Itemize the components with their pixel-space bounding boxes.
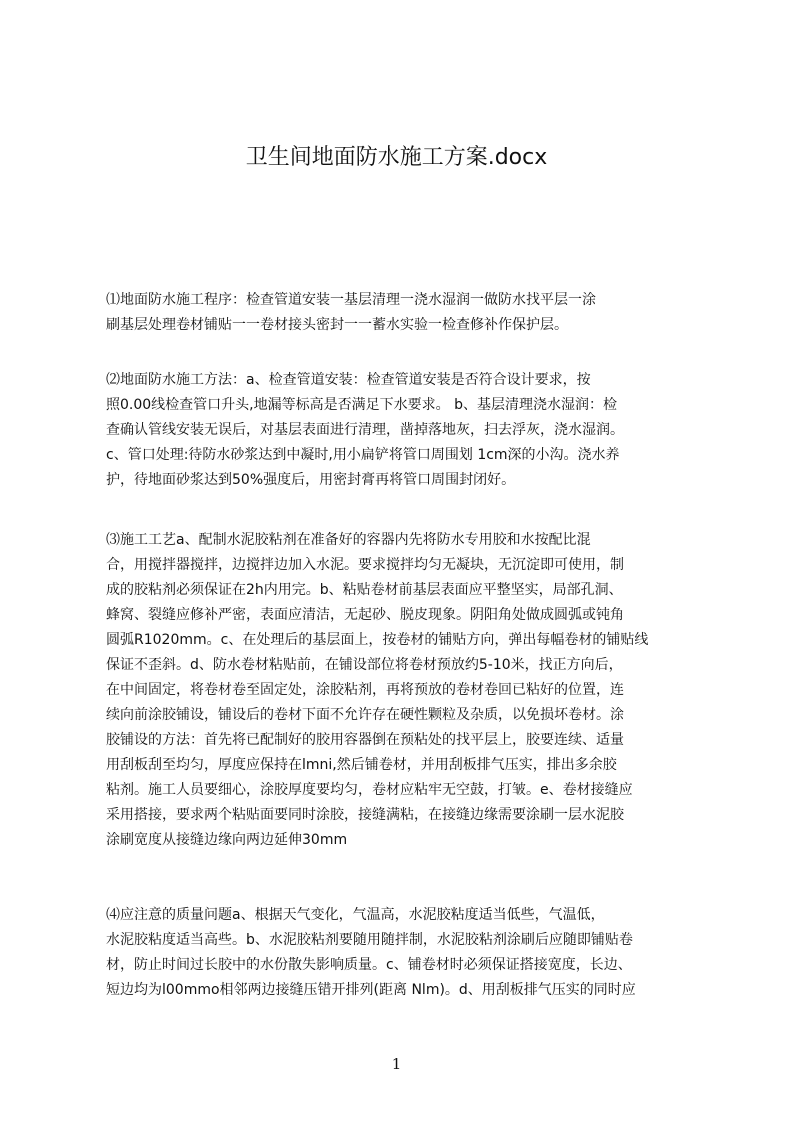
paragraph-line: 粘剂。施工人员要细心，涂胶厚度要均匀，卷材应粘牢无空鼓，打皱。e、卷材接缝应	[106, 782, 633, 798]
paragraph-line: 保证不歪斜。d、防水卷材粘贴前，在铺设部位将卷材预放约5-10米，找正方向后，	[106, 657, 623, 673]
paragraph-line: 用刮板刮至均匀，厚度应保持在lmni,然后铺卷材，并用刮板排气压实，排出多余胶	[106, 757, 617, 773]
paragraph-line: ⑵地面防水施工方法：a、检查管道安装：检查管道安装是否符合设计要求，按	[106, 372, 591, 388]
paragraph-line: 照0.00线检查管口升头,地漏等标高是否满足下水要求。 b、基层清理浇水湿润：检	[106, 397, 617, 413]
paragraph-line: ⑶施工工艺a、配制水泥胶粘剂在准备好的容器内先将防水专用胶和水按配比混	[106, 532, 591, 548]
paragraph-line: 水泥胶粘度适当高些。b、水泥胶粘剂要随用随拌制，水泥胶粘剂涂刷后应随即铺贴卷	[106, 932, 633, 948]
paragraph-2	[106, 368, 706, 493]
paragraph-line: 在中间固定，将卷材卷至固定处，涂胶粘剂，再将预放的卷材卷回已粘好的位置，连	[106, 682, 624, 698]
paragraph-line: ⑷应注意的质量问题a、根据天气变化，气温高，水泥胶粘度适当低些，气温低，	[106, 907, 605, 923]
paragraph-line: 圆弧R1020mm。c、在处理后的基层面上，按卷材的铺贴方向，弹出每幅卷材的铺贴线	[106, 632, 649, 648]
paragraph-line: 刷基层处理卷材铺贴一一卷材接头密封一一蓄水实验一检查修补作保护层。	[106, 317, 568, 333]
paragraph-line: 成的胶粘剂必须保证在2h内用完。b、粘贴卷材前基层表面应平整坚实，局部孔洞、	[106, 582, 623, 598]
paragraph-line: 查确认管线安装无误后，对基层表面进行清理，凿掉落地灰，扫去浮灰，浇水湿润。	[106, 422, 624, 438]
paragraph-line: 采用搭接，要求两个粘贴面要同时涂胶，接缝满粘，在接缝边缘需要涂刷一层水泥胶	[106, 807, 624, 823]
paragraph-line: 胶铺设的方法：首先将已配制好的胶用容器倒在预粘处的找平层上，胶要连续、适量	[106, 732, 624, 748]
paragraph-line: 材，防止时间过长胶中的水份散失影响质量。c、铺卷材时必须保证搭接宽度，长边、	[106, 957, 632, 973]
paragraph-line: 短边均为l00mmo相邻两边接缝压错开排列(距离 Nlm)。d、用刮板排气压实的同时应	[106, 982, 636, 998]
paragraph-line: 合，用搅拌器搅拌，边搅拌边加入水泥。要求搅拌均匀无凝块，无沉淀即可使用，制	[106, 557, 624, 573]
page-number: 1	[391, 1055, 402, 1073]
document-title: 卫生间地面防水施工方案.docx	[245, 145, 548, 170]
paragraph-line: 续向前涂胶铺设，铺设后的卷材下面不允许存在硬性颗粒及杂质，以免损坏卷材。涂	[106, 707, 624, 723]
paragraph-line: 护，待地面砂浆达到50%强度后，用密封膏再将管口周围封闭好。	[106, 472, 516, 488]
paragraph-line: c、管口处理:待防水砂浆达到中凝时,用小扁铲将管口周围划 1cm深的小沟。浇水养	[106, 447, 620, 463]
paragraph-1	[106, 288, 706, 338]
paragraph-line: 蜂窝、裂缝应修补严密，表面应清洁，无起砂、脱皮现象。阴阳角处做成圆弧或钝角	[106, 607, 624, 623]
paragraph-3	[106, 528, 706, 853]
paragraph-line: 涂刷宽度从接缝边缘向两边延伸30mm	[106, 832, 348, 848]
paragraph-line: ⑴地面防水施工程序：检查管道安装一基层清理一浇水湿润一做防水找平层一涂	[106, 292, 596, 308]
paragraph-4	[106, 903, 706, 1003]
